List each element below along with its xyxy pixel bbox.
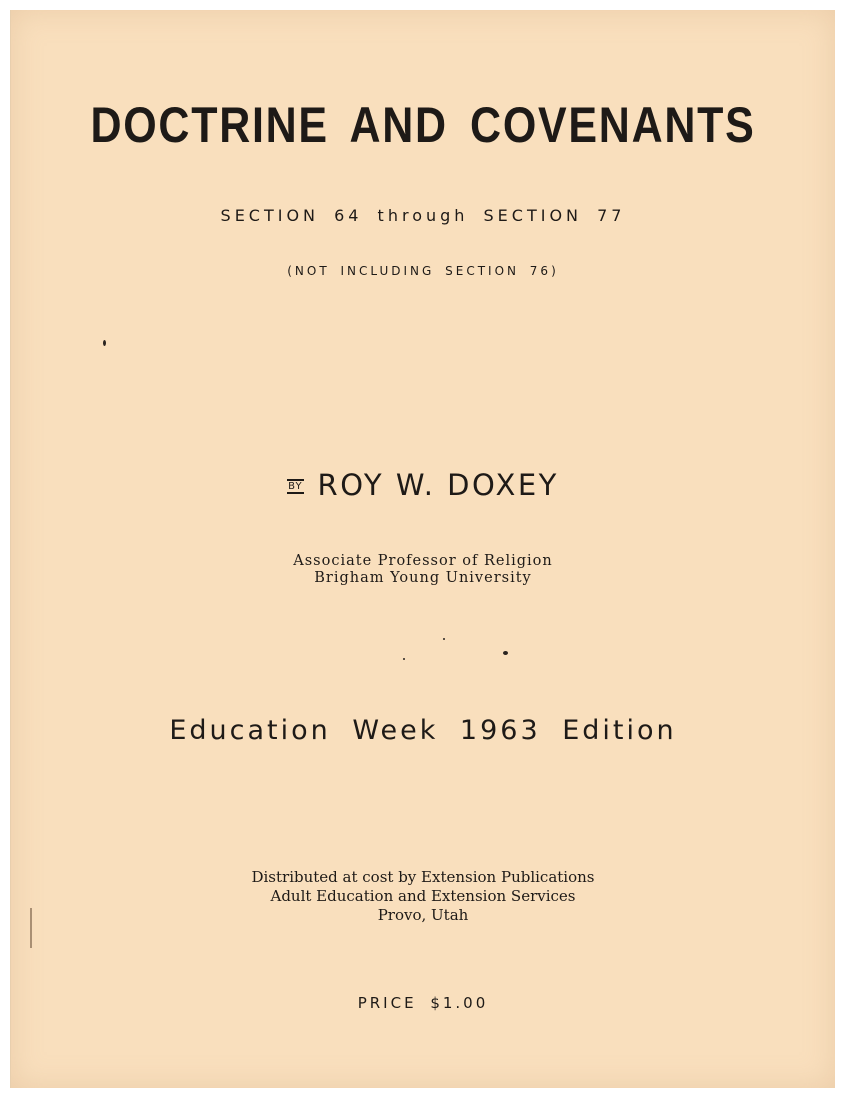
author-title: Associate Professor of Religion [293,553,553,569]
cover-page [10,10,835,1088]
edition-label: Education Week 1963 Edition [169,715,677,746]
document-title: DOCTRINE AND COVENANTS [90,97,756,153]
distribution-line-1: Distributed at cost by Extension Publications [251,868,595,886]
distribution-line-2: Adult Education and Extension Services [270,887,576,905]
ink-speck [503,651,508,655]
section-exclusion-note: (NOT INCLUDING SECTION 76) [287,264,559,278]
ink-speck [443,638,445,640]
ink-speck [403,658,405,660]
author-prefix: BY [288,481,303,492]
author-institution: Brigham Young University [314,570,532,586]
ink-speck [103,340,106,346]
staple-mark [30,908,32,948]
author-line [11,468,835,502]
author-name: ROY W. DOXEY [317,468,559,502]
distribution-line-3: Provo, Utah [377,906,469,924]
section-range: SECTION 64 through SECTION 77 [220,206,626,225]
price-label: PRICE $1.00 [357,994,489,1012]
